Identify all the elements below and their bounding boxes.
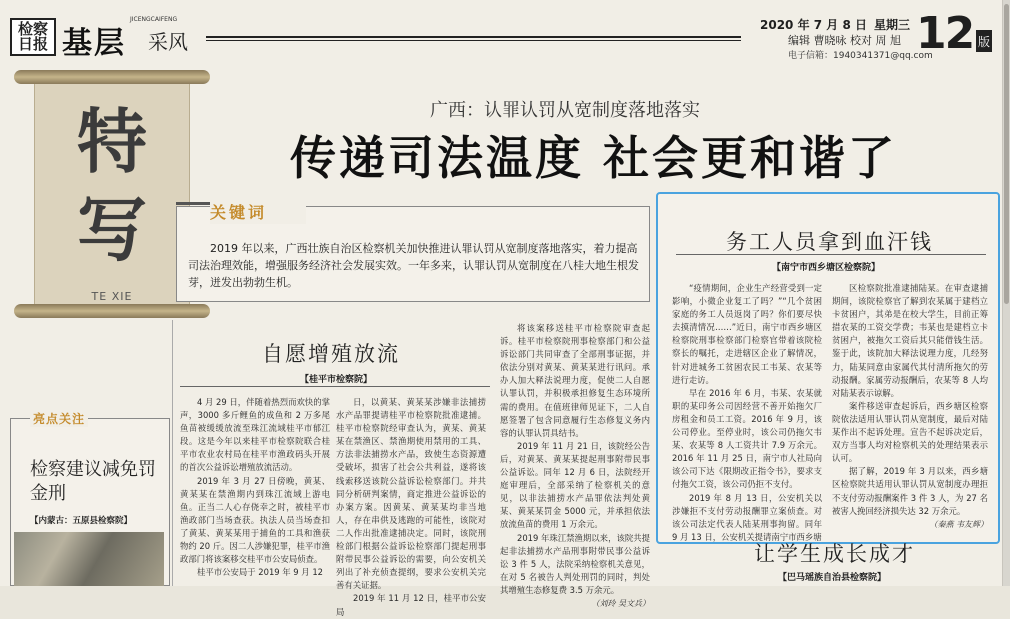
article3-source: 【巴马瑶族自治县检察院】 bbox=[778, 573, 887, 583]
masthead-rule bbox=[206, 36, 741, 38]
paragraph: 区检察院批准逮捕陆某。在审查逮捕期间，该院检察官了解到农某属于建档立卡贫困户，其弟是在校大学生，目前正筹措农某的工资交学费；韦某也是建档立卡贫困户，被拖欠工资后其只能借钱生活。鉴于此，该院加大释法说理力度，几经努力，陆某同意由家属代其付清所拖欠的劳动报酬。家属劳动报酬后，农某等 8 人均对陆某表示谅解。 bbox=[832, 283, 988, 398]
focus-title[interactable]: 检察建议减免罚金刑 bbox=[30, 459, 156, 504]
article2-byline: （刘玲 吴文兵） bbox=[591, 598, 650, 608]
paragraph: 2019 年 11 月 12 日，桂平市公安局 bbox=[336, 593, 486, 617]
feature-pinyin: TE XIE bbox=[91, 290, 133, 303]
paragraph: 2019 年 3 月 27 日傍晚，黄某、黄某某在禁渔期内到珠江流域上游电鱼。正当二人心存侥幸之时，被桂平市渔政部门当场查获。执法人员当场查扣了黄某、黄某某用于捕鱼的工具和渔获物约 20 斤。因二人涉嫌犯罪，桂平市渔政部门将该案移交桂平市公安局侦查。 bbox=[180, 475, 330, 565]
section-pinyin: JICENGCAIFENG bbox=[130, 16, 178, 23]
masthead bbox=[10, 8, 1000, 61]
scrollbar-thumb[interactable] bbox=[1004, 4, 1009, 304]
keyword-tag-label: 关键词 bbox=[210, 203, 268, 222]
vertical-scrollbar[interactable] bbox=[1002, 0, 1010, 586]
article2-column-1 bbox=[180, 396, 330, 579]
issue-editors: 编辑 曹晓咏 校对 周 旭 bbox=[788, 34, 901, 47]
keyword-bar bbox=[176, 202, 210, 205]
feature-char-2: 写 bbox=[77, 188, 147, 271]
paragraph: 2019 年珠江禁渔期以来，该院共提起非法捕捞水产品刑事附带民事公益诉讼 3 件 5 人，法院采纳检察机关意见，在对 5 名被告人判处刑罚的同时，判处其增殖生态修复费 3.5 万余元。 bbox=[500, 532, 650, 595]
article-column-1 bbox=[672, 282, 822, 544]
column-divider bbox=[172, 320, 173, 586]
paragraph: 案件移送审查起诉后，西乡塘区检察院依法适用认罪认罚从宽制度，最后对陆某作出不起诉处理。宣告不起诉决定后，双方当事人均对检察机关的处理结果表示认可。 bbox=[832, 400, 988, 464]
lead-kicker: 广西：认罪认罚从宽制度落地落实 bbox=[430, 100, 700, 121]
scroll-top-rod bbox=[14, 70, 210, 84]
paragraph: 将该案移送桂平市检察院审查起诉。桂平市检察院刑事检察部门和公益诉讼部门共同审查了全部刑事证据，并依法分别对黄某、黄某某进行讯问。承办人加大释法说理力度，促使二人自愿认罪认罚，并积极承担修复生态环境所需的费用。在值班律师见证下，二人自愿签署了包含同意履行生态修复义务内容的认罪认罚具结书。 bbox=[500, 323, 650, 438]
article-title[interactable]: 务工人员拿到血汗钱 bbox=[726, 230, 933, 254]
article3-title[interactable]: 让学生成长成才 bbox=[754, 542, 915, 566]
paragraph: 4 月 29 日，伴随着热烈而欢快的掌声，3000 多斤鲤鱼的成鱼和 2 万多尾鱼苗被缓缓放流至珠江流域桂平市郁江段。这是今年以来桂平市检察院联合桂平市农业农村局在桂平市渔政码头开展的首次公益诉讼增殖放流活动。 bbox=[180, 397, 330, 473]
newspaper-logo bbox=[10, 18, 56, 56]
paragraph: 2019 年 8 月 13 日，公安机关以涉嫌拒不支付劳动报酬罪立案侦查。对该公司法定代表人陆某刑事拘留。同年 9 月 13 日，公安机关提请南宁市西乡塘 bbox=[672, 492, 822, 542]
article2-column-2 bbox=[336, 396, 486, 619]
article2-title[interactable]: 自愿增殖放流 bbox=[262, 342, 400, 366]
scroll-bottom-rod bbox=[14, 304, 210, 318]
section-name: 基层 bbox=[62, 26, 126, 61]
article2-column-3 bbox=[500, 322, 650, 610]
article-byline: （秦燕 韦友辉） bbox=[929, 519, 988, 529]
paragraph: 早在 2016 年 6 月，韦某、农某就职的某印务公司因经营不善开始拖欠厂房租金和员工工资。2016 年 9 月，该公司停业。至停业时，该公司仍拖欠韦某、农某等 8 人工资共计 7.9 万余元。2016 年 11 月 25 日，南宁市人社局向该公司下达《限期改正指令书》，要求支付拖欠工资，该公司仍拒不支付。 bbox=[672, 387, 822, 490]
page-label: 版 bbox=[976, 30, 992, 52]
issue-date: 2020 年 7 月 8 日 bbox=[760, 18, 867, 32]
masthead-rule-thin bbox=[206, 40, 741, 41]
focus-photo bbox=[14, 532, 164, 586]
keyword-text: 2019 年以来，广西壮族自治区检察机关加快推进认罪认罚从宽制度落地落实，着力提高司法治理效能，增强服务经济社会发展实效。一年多来，认罪认罚从宽制度在八桂大地生根发芽，迸发出勃勃生机。 bbox=[188, 242, 639, 289]
article-source: 【南宁市西乡塘区检察院】 bbox=[772, 263, 881, 273]
paragraph: 桂平市公安局于 2019 年 9 月 12 bbox=[197, 567, 323, 578]
paragraph: 2019 年 11 月 21 日，该院经公告后，对黄某、黄某某提起刑事附带民事公益诉讼。同年 12 月 6 日，法院经开庭审理后，全部采纳了检察机关的意见，以非法捕捞水产品罪依法判处黄某、黄某某罚金 5000 元，并承担依法放流鱼苗的费用 1 万余元。 bbox=[500, 440, 650, 530]
paragraph: 据了解，2019 年 3 月以来，西乡塘区检察院共适用认罪认罚从宽制度办理拒不支付劳动报酬案件 3 件 3 人，为 27 名被害人挽回经济损失达 32 万余元。 bbox=[832, 466, 988, 516]
focus-tag: 亮点关注 bbox=[30, 410, 88, 427]
paragraph: 日，以黄某、黄某某涉嫌非法捕捞水产品罪提请桂平市检察院批准逮捕。桂平市检察院经审查认为，黄某、黄某某在禁渔区、禁渔期使用禁用的工具、方法非法捕捞水产品，致使生态资源遭受破坏，损害了社会公共利益，遂将该线索移送该院公益诉讼检察部门。并共同分析研判案情，商定推进公益诉讼的办案方案。因黄某、黄某某均非当地人，存在串供及逃跑的可能性，该院对二人作出批准逮捕决定。同时，该院刑检部门根据公益诉讼检察部门提起刑事附带民事公益诉讼的需要，向公安机关列出了补充侦查提纲，要求公安机关完善有关证据。 bbox=[336, 397, 486, 591]
feature-title bbox=[34, 98, 190, 274]
keyword-tag bbox=[210, 200, 306, 224]
focus-source: 【内蒙古：五原县检察院】 bbox=[30, 516, 133, 526]
logo-text: 检察日报 bbox=[17, 20, 48, 53]
issue-email: 电子信箱：1940341371@qq.com bbox=[788, 51, 933, 61]
page-number: 12 bbox=[916, 8, 974, 59]
article2-source: 【桂平市检察院】 bbox=[300, 375, 373, 385]
section-subtitle: 采风 bbox=[148, 30, 188, 54]
article-column-2 bbox=[832, 282, 988, 531]
lead-headline: 传递司法温度 社会更和谐了 bbox=[290, 131, 898, 185]
article2-rule bbox=[180, 386, 490, 387]
issue-weekday: 星期三 bbox=[874, 18, 911, 32]
feature-char-1: 特 bbox=[77, 100, 147, 183]
paragraph: “疫情期间，企业生产经营受到一定影响，小微企业复工了吗？”“几个贫困家庭的务工人员返岗了吗？你们要尽快去摸清情况……”近日，南宁市西乡塘区检察院刑事检察部门检察官带着该院检察长的嘱托，走进辖区企业了解情况，针对进城务工贫困农民工韦某、农某等进行走访。 bbox=[672, 283, 822, 385]
article-rule bbox=[676, 254, 986, 255]
